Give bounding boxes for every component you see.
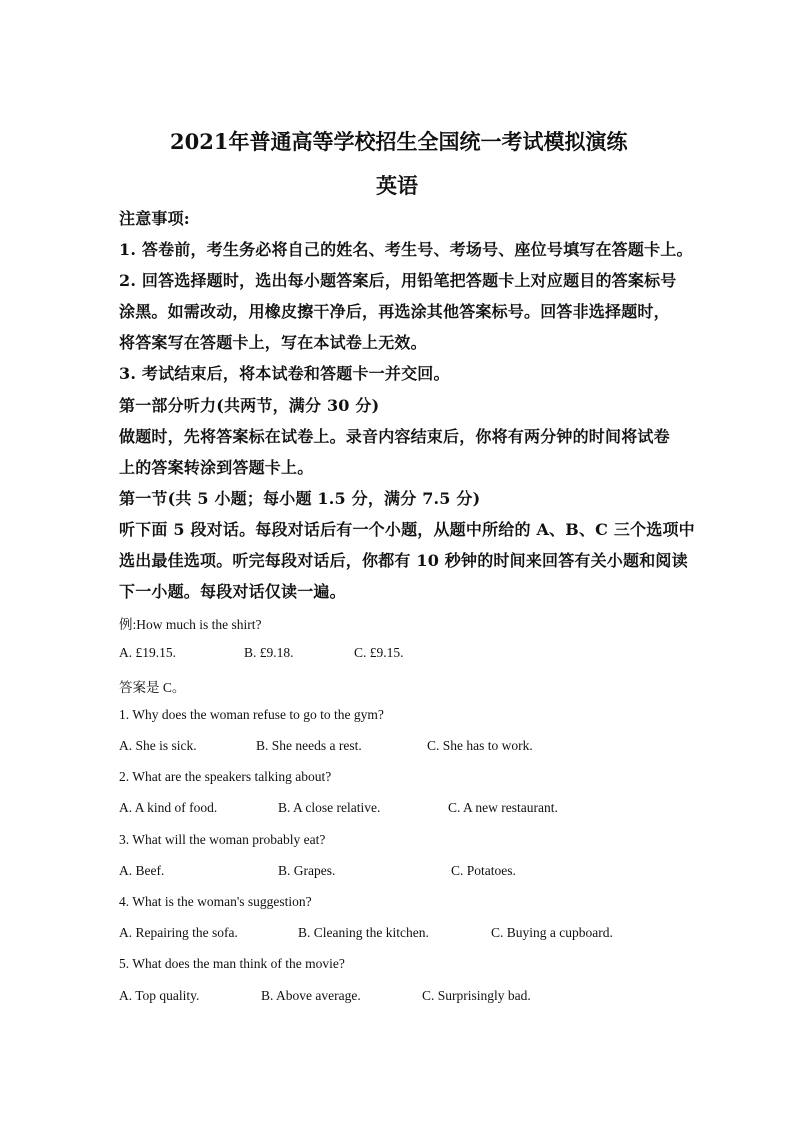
example-question: 例:How much is the shirt? [119,617,262,632]
notice-line: 1. 答卷前，考生务必将自己的姓名、考生号、考场号、座位号填写在答题卡上。 [119,240,693,259]
notice-heading: 注意事项: [119,209,190,228]
question-3: 3. What will the woman probably eat? [119,832,326,847]
subject-title: 英语 [376,173,418,198]
q3-option-a: A. Beef. [119,863,165,878]
section1-heading: 第一节(共 5 小题；每小题 1.5 分，满分 7.5 分) [119,489,481,508]
example-option-b: B. £9.18. [244,645,294,660]
part1-line: 上的答案转涂到答题卡上。 [119,458,314,477]
q3-option-c: C. Potatoes. [451,863,516,878]
notice-line: 涂黑。如需改动，用橡皮擦干净后，再选涂其他答案标号。回答非选择题时， [119,302,670,321]
q2-option-a: A. A kind of food. [119,800,218,815]
q4-option-b: B. Cleaning the kitchen. [298,925,429,940]
question-4: 4. What is the woman's suggestion? [119,894,312,909]
section1-line: 选出最佳选项。听完每段对话后，你都有 10 秒钟的时间来回答有关小题和阅读 [119,551,688,570]
q5-option-b: B. Above average. [261,988,361,1003]
q5-option-c: C. Surprisingly bad. [422,988,531,1003]
q3-option-b: B. Grapes. [278,863,336,878]
question-5: 5. What does the man think of the movie? [119,956,345,971]
notice-line: 2. 回答选择题时，选出每小题答案后，用铅笔把答题卡上对应题目的答案标号 [119,271,677,290]
q1-option-a: A. She is sick. [119,738,197,753]
notice-line: 3. 考试结束后，将本试卷和答题卡一并交回。 [119,364,450,383]
question-2: 2. What are the speakers talking about? [119,769,332,784]
q2-option-c: C. A new restaurant. [448,800,558,815]
q1-option-c: C. She has to work. [427,738,533,753]
example-answer: 答案是 C。 [119,680,186,695]
q2-option-b: B. A close relative. [278,800,381,815]
exam-title: 2021年普通高等学校招生全国统一考试模拟演练 [170,129,628,154]
example-option-c: C. £9.15. [354,645,404,660]
example-option-a: A. £19.15. [119,645,176,660]
section1-line: 下一小题。每段对话仅读一遍。 [119,582,346,601]
q1-option-b: B. She needs a rest. [256,738,362,753]
q4-option-a: A. Repairing the sofa. [119,925,238,940]
part1-line: 做题时，先将答案标在试卷上。录音内容结束后，你将有两分钟的时间将试卷 [119,427,670,446]
section1-line: 听下面 5 段对话。每段对话后有一个小题，从题中所给的 A、B、C 三个选项中 [119,520,695,539]
question-1: 1. Why does the woman refuse to go to the gym? [119,707,384,722]
q4-option-c: C. Buying a cupboard. [491,925,613,940]
q5-option-a: A. Top quality. [119,988,200,1003]
notice-line: 将答案写在答题卡上，写在本试卷上无效。 [119,333,427,352]
part1-heading: 第一部分听力(共两节，满分 30 分) [119,396,380,415]
